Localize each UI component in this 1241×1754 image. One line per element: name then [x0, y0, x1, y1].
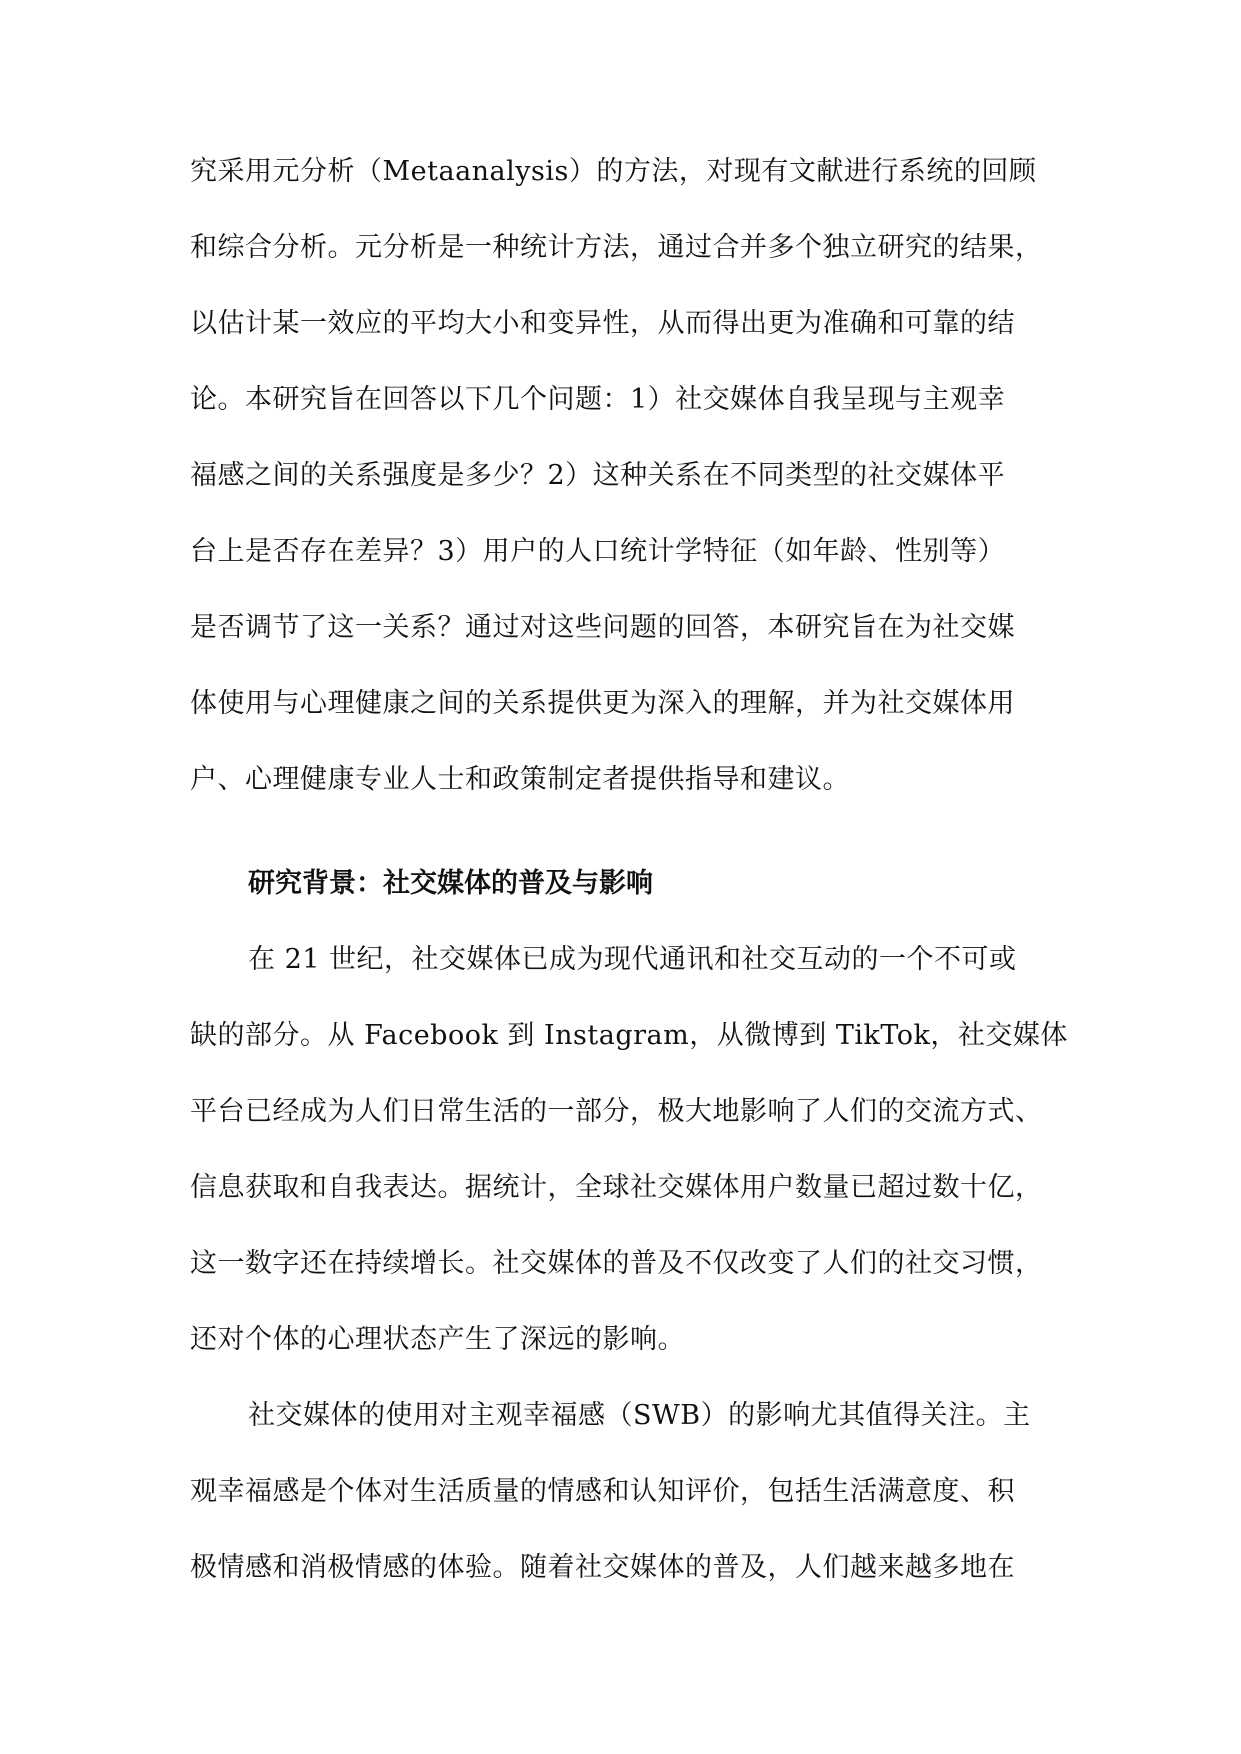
paragraph-line: 这一数字还在持续增长。社交媒体的普及不仅改变了人们的社交习惯，: [190, 1248, 1043, 1279]
paragraph-line: 以估计某一效应的平均大小和变异性，从而得出更为准确和可靠的结: [190, 308, 1015, 339]
paragraph-line: 福感之间的关系强度是多少？2）这种关系在不同类型的社交媒体平: [190, 460, 1006, 491]
paragraph-line: 究采用元分析（Metaanalysis）的方法，对现有文献进行系统的回顾: [190, 156, 1037, 187]
paragraph-line: 观幸福感是个体对生活质量的情感和认知评价，包括生活满意度、积: [190, 1476, 1015, 1507]
paragraph-line: 户、心理健康专业人士和政策制定者提供指导和建议。: [190, 764, 850, 795]
paragraph-line: 论。本研究旨在回答以下几个问题：1）社交媒体自我呈现与主观幸: [190, 384, 1006, 415]
paragraph-line: 信息获取和自我表达。据统计，全球社交媒体用户数量已超过数十亿，: [190, 1172, 1043, 1203]
paragraph-intro: [190, 134, 1058, 818]
section-heading: 研究背景：社交媒体的普及与影响: [248, 868, 653, 899]
paragraph-background: [190, 922, 1068, 1378]
paragraph-line: 和综合分析。元分析是一种统计方法，通过合并多个独立研究的结果，: [190, 232, 1043, 263]
paragraph-line: 缺的部分。从 Facebook 到 Instagram，从微博到 TikTok，社交媒体: [190, 1020, 1068, 1051]
paragraph-line: 还对个体的心理状态产生了深远的影响。: [190, 1324, 685, 1355]
paragraph-swb: [190, 1378, 1058, 1606]
paragraph-line: 台上是否存在差异？3）用户的人口统计学特征（如年龄、性别等）: [190, 536, 1006, 567]
paragraph-line: 是否调节了这一关系？通过对这些问题的回答，本研究旨在为社交媒: [190, 612, 1015, 643]
paragraph-line: 体使用与心理健康之间的关系提供更为深入的理解，并为社交媒体用: [190, 688, 1015, 719]
paragraph-line: 极情感和消极情感的体验。随着社交媒体的普及，人们越来越多地在: [190, 1552, 1015, 1583]
paragraph-line: 平台已经成为人们日常生活的一部分，极大地影响了人们的交流方式、: [190, 1096, 1043, 1127]
paragraph-line: 社交媒体的使用对主观幸福感（SWB）的影响尤其值得关注。主: [248, 1400, 1031, 1431]
paragraph-line: 在 21 世纪，社交媒体已成为现代通讯和社交互动的一个不可或: [248, 944, 1017, 975]
